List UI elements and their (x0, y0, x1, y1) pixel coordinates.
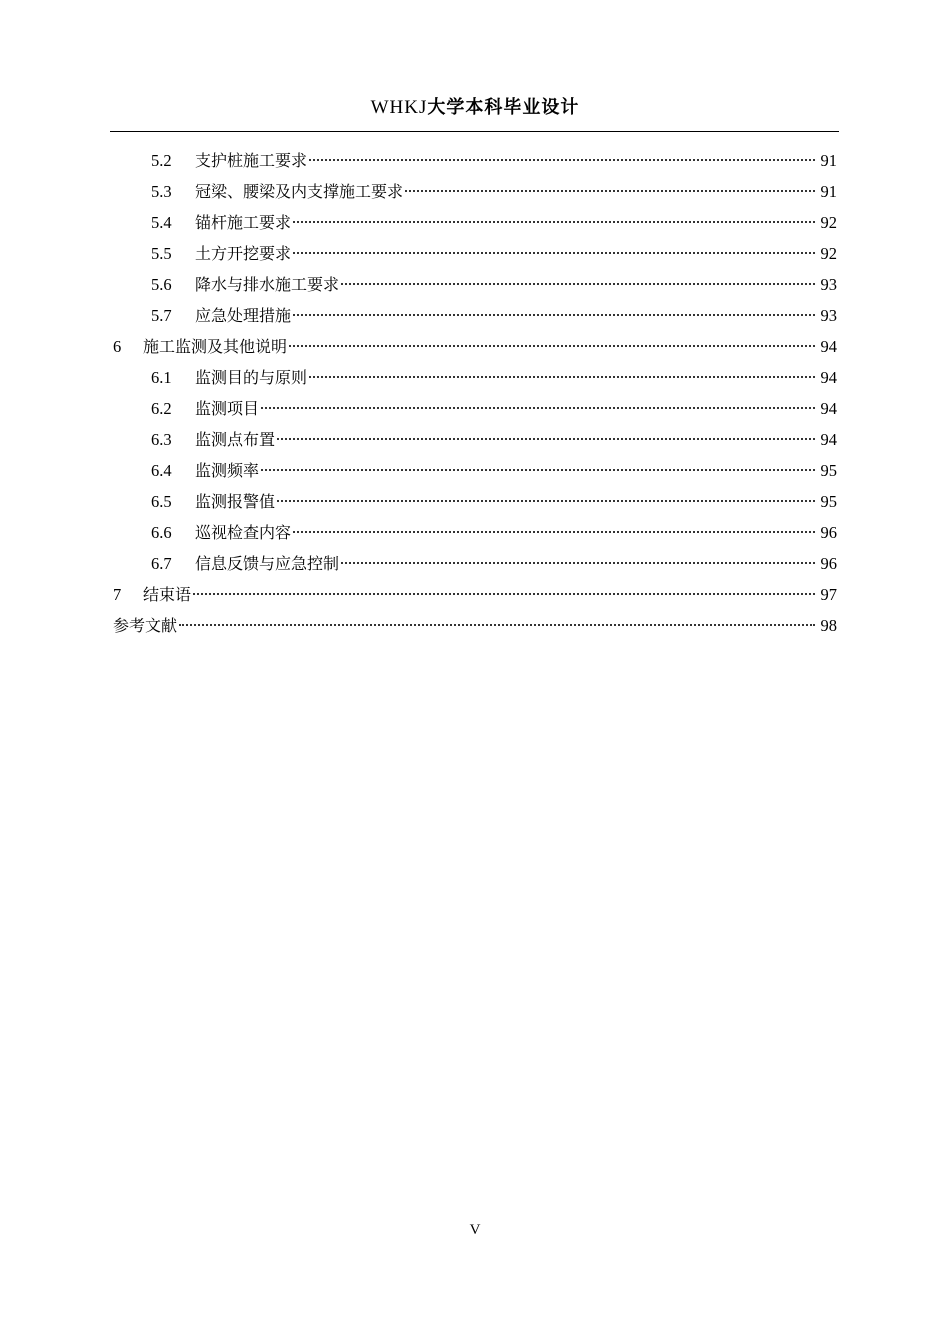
toc-dot-leader (261, 407, 815, 409)
toc-entry-number: 6 (113, 337, 122, 356)
toc-entry-number: 6.3 (151, 430, 172, 449)
toc-entry-title: 监测项目 (195, 399, 260, 418)
toc-dot-leader (341, 283, 815, 285)
toc-entry-title: 监测目的与原则 (195, 368, 308, 387)
toc-entry[interactable] (110, 207, 837, 238)
toc-entry-page-number: 96 (820, 523, 837, 542)
table-of-contents (110, 145, 837, 641)
header-rule (110, 131, 839, 132)
toc-entry-title: 施工监测及其他说明 (143, 337, 288, 356)
toc-entry[interactable] (110, 610, 837, 641)
toc-dot-leader (309, 159, 815, 161)
toc-entry-number: 5.6 (151, 275, 172, 294)
toc-dot-leader (179, 624, 815, 626)
toc-entry-number: 6.2 (151, 399, 172, 418)
toc-dot-leader (309, 376, 815, 378)
toc-entry-title: 监测频率 (195, 461, 260, 480)
header-latin-text: WHKJ (370, 97, 428, 118)
toc-entry[interactable] (110, 269, 837, 300)
toc-entry-title: 降水与排水施工要求 (195, 275, 340, 294)
toc-dot-leader (341, 562, 815, 564)
toc-entry-page-number: 94 (820, 337, 837, 356)
toc-entry-title: 应急处理措施 (195, 306, 292, 325)
toc-entry-number: 6.7 (151, 554, 172, 573)
toc-entry-title: 锚杆施工要求 (195, 213, 292, 232)
toc-entry[interactable] (110, 486, 837, 517)
toc-dot-leader (293, 314, 815, 316)
toc-entry-page-number: 91 (820, 182, 837, 201)
toc-entry-number: 6.1 (151, 368, 172, 387)
toc-entry-page-number: 92 (820, 213, 837, 232)
toc-entry-page-number: 95 (820, 461, 837, 480)
toc-dot-leader (293, 531, 815, 533)
toc-entry[interactable] (110, 300, 837, 331)
toc-entry-page-number: 93 (820, 275, 837, 294)
toc-entry[interactable] (110, 176, 837, 207)
toc-entry[interactable] (110, 362, 837, 393)
toc-entry-page-number: 98 (820, 616, 837, 635)
toc-entry-page-number: 95 (820, 492, 837, 511)
toc-entry-page-number: 92 (820, 244, 837, 263)
toc-entry-title: 监测点布置 (195, 430, 276, 449)
toc-dot-leader (261, 469, 815, 471)
toc-entry-number: 5.4 (151, 213, 172, 232)
toc-entry-number: 6.6 (151, 523, 172, 542)
toc-entry[interactable] (110, 455, 837, 486)
toc-entry-page-number: 94 (820, 399, 837, 418)
toc-entry-title: 信息反馈与应急控制 (195, 554, 340, 573)
toc-entry[interactable] (110, 238, 837, 269)
toc-entry-number: 5.3 (151, 182, 172, 201)
toc-entry-number: 6.5 (151, 492, 172, 511)
toc-entry[interactable] (110, 579, 837, 610)
toc-dot-leader (277, 438, 815, 440)
toc-entry-title: 监测报警值 (195, 492, 276, 511)
toc-dot-leader (277, 500, 815, 502)
toc-entry-number: 6.4 (151, 461, 172, 480)
page-header (0, 95, 950, 120)
toc-entry-number: 7 (113, 585, 122, 604)
toc-entry-page-number: 94 (820, 368, 837, 387)
toc-entry-title: 土方开挖要求 (195, 244, 292, 263)
toc-dot-leader (293, 221, 815, 223)
toc-entry-title: 巡视检查内容 (195, 523, 292, 542)
toc-dot-leader (193, 593, 815, 595)
toc-entry-title: 支护桩施工要求 (195, 151, 308, 170)
toc-dot-leader (293, 252, 815, 254)
toc-entry-page-number: 91 (820, 151, 837, 170)
toc-entry-title: 冠梁、腰梁及内支撑施工要求 (195, 182, 404, 201)
toc-entry[interactable] (110, 393, 837, 424)
toc-entry[interactable] (110, 424, 837, 455)
toc-entry-title: 参考文献 (113, 616, 178, 635)
page-number: V (469, 1222, 481, 1238)
toc-entry-title: 结束语 (143, 585, 192, 604)
toc-dot-leader (289, 345, 815, 347)
toc-entry-page-number: 96 (820, 554, 837, 573)
toc-entry[interactable] (110, 145, 837, 176)
toc-entry-number: 5.2 (151, 151, 172, 170)
header-cjk-text: 大学本科毕业设计 (427, 97, 580, 118)
toc-entry-page-number: 94 (820, 430, 837, 449)
toc-entry[interactable] (110, 548, 837, 579)
toc-entry-page-number: 93 (820, 306, 837, 325)
toc-entry-number: 5.5 (151, 244, 172, 263)
toc-dot-leader (405, 190, 815, 192)
toc-entry-number: 5.7 (151, 306, 172, 325)
toc-entry[interactable] (110, 331, 837, 362)
toc-entry-page-number: 97 (820, 585, 837, 604)
toc-entry[interactable] (110, 517, 837, 548)
